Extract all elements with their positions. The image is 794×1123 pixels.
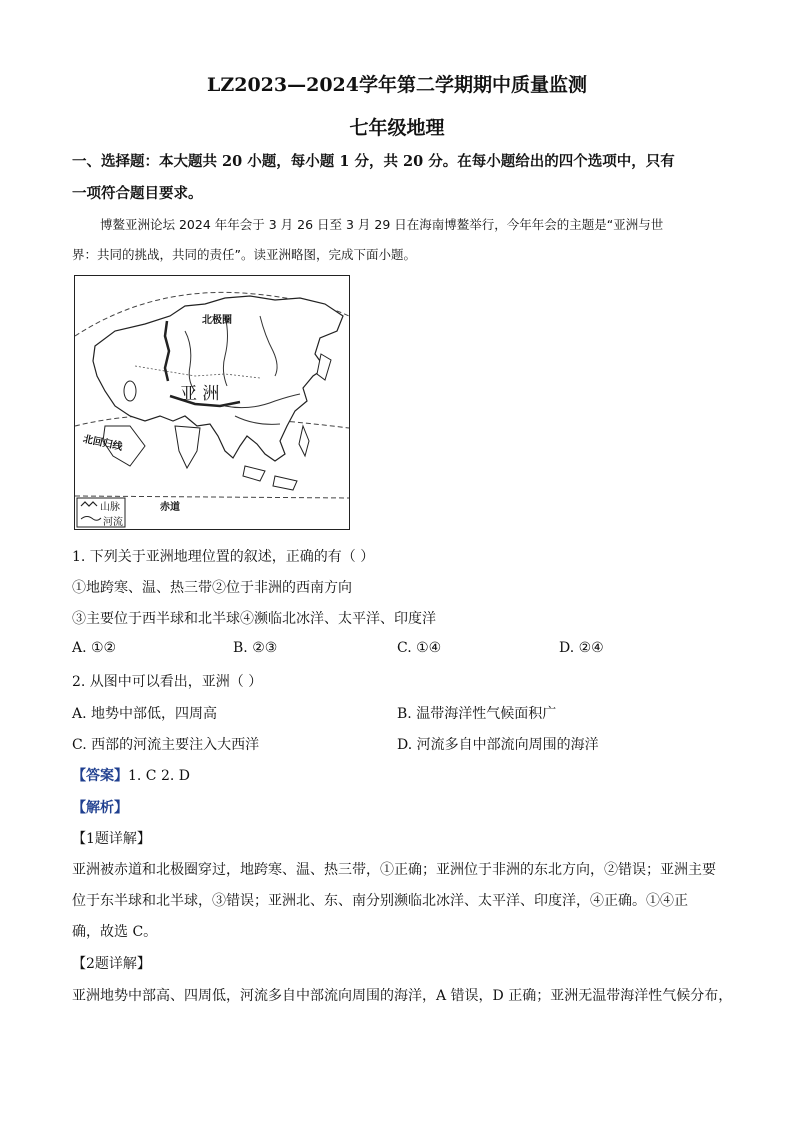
q2-detail-heading: 【2题详解】 (72, 956, 151, 972)
page-subtitle: 七年级地理 (349, 117, 445, 139)
question-2-option-a: A. 地势中部低，四周高 (72, 706, 218, 722)
question-1-stem: 1. 下列关于亚洲地理位置的叙述，正确的有（ ） (72, 549, 375, 565)
question-2-option-b: B. 温带海洋性气候面积广 (397, 706, 557, 722)
arctic-circle-label: 北极圈 (202, 315, 232, 326)
legend-mountain-label: 山脉 (100, 502, 120, 513)
tropic-label: 北回归线 (81, 433, 124, 453)
question-1-option-c: C. ①④ (397, 640, 442, 656)
answer-tag: 【答案】 (72, 768, 128, 784)
legend-river-label: 河流 (103, 517, 123, 528)
q2-detail-line1: 亚洲地势中部高、四周低，河流多自中部流向周围的海洋，A 错误，D 正确；亚洲无温带海洋性气候分布， (72, 988, 733, 1004)
equator-label: 赤道 (160, 502, 180, 513)
answer-row (72, 765, 190, 785)
asia-label: 亚 洲 (180, 384, 220, 404)
question-1-statements-a: ①地跨寒、温、热三带②位于非洲的西南方向 (72, 580, 352, 596)
asia-map (74, 275, 350, 530)
page-title: LZ2023—2024学年第二学期期中质量监测 (207, 74, 587, 96)
q1-detail-line2: 位于东半球和北半球，③错误；亚洲北、东、南分别濒临北冰洋、太平洋、印度洋，④正确。①④正 (72, 893, 688, 909)
passage-line2: 界：共同的挑战，共同的责任”。读亚洲略图，完成下面小题。 (72, 247, 416, 262)
question-1-option-a: A. ①② (72, 640, 117, 656)
analysis-tag: 【解析】 (72, 800, 128, 816)
q1-detail-line1: 亚洲被赤道和北极圈穿过，地跨寒、温、热三带，①正确；亚洲位于非洲的东北方向，②错误；亚洲主要 (72, 862, 716, 878)
question-1-option-b: B. ②③ (233, 640, 278, 656)
answer-text: 1. C 2. D (128, 768, 191, 784)
question-1-statements-b: ③主要位于西半球和北半球④濒临北冰洋、太平洋、印度洋 (72, 611, 436, 627)
india-outline (175, 426, 200, 468)
question-2-option-d: D. 河流多自中部流向周围的海洋 (397, 737, 599, 753)
q1-detail-heading: 【1题详解】 (72, 831, 151, 847)
question-2-stem: 2. 从图中可以看出，亚洲（ ） (72, 674, 263, 690)
question-2-option-c: C. 西部的河流主要注入大西洋 (72, 737, 260, 753)
question-1-option-d: D. ②④ (559, 640, 604, 656)
section-instruction-line1: 一、选择题：本大题共 20 小题，每小题 1 分，共 20 分。在每小题给出的四个选项中，只有 (72, 153, 675, 170)
passage-line1: 博鳌亚洲论坛 2024 年年会于 3 月 26 日至 3 月 29 日在海南博鳌举行，今年年会的主题是“亚洲与世 (100, 217, 664, 232)
section-instruction-line2: 一项符合题目要求。 (72, 185, 203, 202)
q1-detail-line3: 确，故选 C。 (72, 924, 158, 940)
